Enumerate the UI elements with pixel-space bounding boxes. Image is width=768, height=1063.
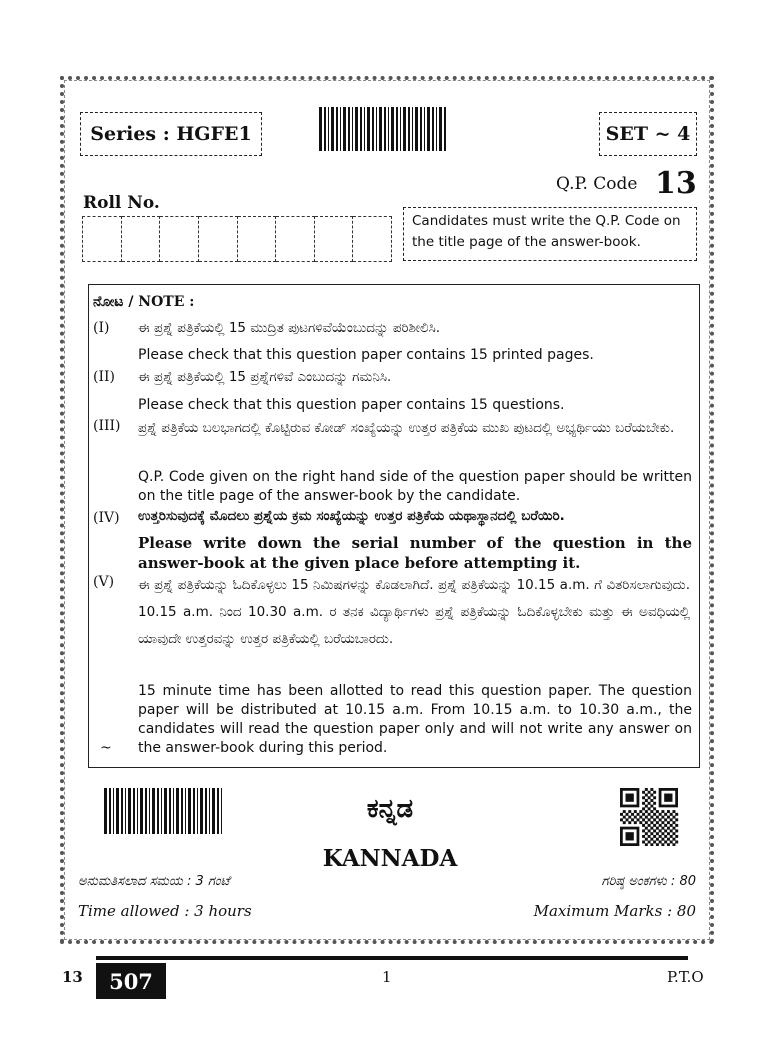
max-marks: Maximum Marks : 80 [533, 902, 696, 920]
footer-code-box: 507 [96, 963, 166, 999]
roll-cell[interactable] [315, 216, 354, 262]
series-box: Series : HGFE1 [80, 112, 262, 156]
page-number: 1 [382, 968, 392, 986]
note-kannada: ಈ ಪ್ರಶ್ನೆ ಪತ್ರಿಕೆಯಲ್ಲಿ 15 ಪ್ರಶ್ನೆಗಳಿವೆ ಎಂಬುದನ್ನು ಗಮನಿಸಿ. [138, 369, 392, 385]
note-kannada: ಪ್ರಶ್ನೆ ಪತ್ರಿಕೆಯ ಬಲಭಾಗದಲ್ಲಿ ಕೊಟ್ಟಿರುವ ಕೋಡ್ ಸಂಖ್ಯೆಯನ್ನು ಉತ್ತರ ಪತ್ರಿಕೆಯ ಮುಖ ಪುಟದಲ್ಲಿ ಅಭ್ಯರ್ಥಿಯು ಬರೆಯಬೇಕು. [138, 420, 675, 436]
note-kannada: ಉತ್ತರಿಸುವುದಕ್ಕೆ ಮೊದಲು ಪ್ರಶ್ನೆಯ ಕ್ರಮ ಸಂಖ್ಯೆಯನ್ನು ಉತ್ತರ ಪತ್ರಿಕೆಯ ಯಥಾಸ್ಥಾನದಲ್ಲಿ ಬರೆಯಿರಿ. [138, 508, 565, 524]
subject-kannada: ಕನ್ನಡ [366, 794, 414, 824]
roll-cell[interactable] [238, 216, 277, 262]
roll-cell[interactable] [160, 216, 199, 262]
roll-cell[interactable] [353, 216, 392, 262]
note-title: ನೋಟ / NOTE : [93, 294, 195, 310]
footer-qp-code: 13 [62, 968, 83, 986]
bottom-rule [96, 956, 688, 960]
pto-label: P.T.O [667, 968, 704, 986]
roll-no-label: Roll No. [83, 193, 160, 213]
tilde-mark: ~ [100, 740, 112, 756]
note-num: (II) [93, 369, 115, 385]
roll-no-boxes[interactable] [82, 216, 392, 262]
barcode-top [319, 107, 447, 151]
note-kannada: ಈ ಪ್ರಶ್ನೆ ಪತ್ರಿಕೆಯಲ್ಲಿ 15 ಮುದ್ರಿತ ಪುಟಗಳಿವೆಯೆಂಬುದನ್ನು ಪರಿಶೀಲಿಸಿ. [138, 320, 441, 336]
note-kannada: ಈ ಪ್ರಶ್ನೆ ಪತ್ರಿಕೆಯನ್ನು ಓದಿಕೊಳ್ಳಲು 15 ನಿಮಿಷಗಳನ್ನು ಕೊಡಲಾಗಿದೆ. ಪ್ರಶ್ನೆ ಪತ್ರಿಕೆಯನ್ನು 10.15 a.m. ಗೆ ವಿತರಿಸಲಾಗುವುದು. 10.15 a.m. ನಿಂದ 10.30 a.m. ರ ತನಕ ವಿದ್ಯಾರ್ಥಿಗಳು ಪ್ರಶ್ನೆ ಪತ್ರಿಕೆಯನ್ನು ಓದಿಕೊಳ್ಳಬೇಕು ಮತ್ತು ಈ ಅವಧಿಯಲ್ಲಿ ಯಾವುದೇ ಉತ್ತರವನ್ನು ಉತ್ತರ ಪತ್ರಿಕೆಯಲ್ಲಿ ಬರೆಯಬಾರದು. [138, 577, 690, 647]
note-english: Please check that this question paper contains 15 printed pages. [138, 347, 594, 363]
barcode-middle [104, 788, 226, 834]
note-num: (I) [93, 320, 110, 336]
note-english: Q.P. Code given on the right hand side of the question paper should be written on the title page of the answer-book by the candidate. [138, 469, 692, 504]
qp-code-value: 13 [655, 166, 697, 201]
note-english: Please check that this question paper contains 15 questions. [138, 397, 565, 413]
set-box: SET ~ 4 [599, 112, 697, 156]
qp-code-label: Q.P. Code [556, 174, 638, 194]
max-marks-kannada: ಗರಿಷ್ಠ ಅಂಕಗಳು : 80 [601, 874, 696, 889]
note-english: Please write down the serial number of the question in the answer-book at the given place before attempting it. [138, 534, 692, 572]
time-allowed: Time allowed : 3 hours [78, 902, 252, 920]
qr-code [620, 788, 680, 846]
candidates-note: Candidates must write the Q.P. Code on the title page of the answer-book. [403, 207, 697, 261]
note-num: (III) [93, 418, 121, 434]
time-allowed-kannada: ಅನುಮತಿಸಲಾದ ಸಮಯ : 3 ಗಂಟೆ [78, 874, 230, 889]
note-english: 15 minute time has been allotted to read this question paper. The question paper will be distributed at 10.15 a.m. From 10.15 a.m. to 10.30 a.m., the candidates will read the question paper only and will not write any answer on the answer-book during this period. [138, 683, 692, 756]
roll-cell[interactable] [276, 216, 315, 262]
subject-english: KANNADA [322, 845, 458, 872]
roll-cell[interactable] [122, 216, 161, 262]
note-num: (V) [93, 574, 115, 590]
note-num: (IV) [93, 510, 120, 526]
roll-cell[interactable] [82, 216, 122, 262]
roll-cell[interactable] [199, 216, 238, 262]
